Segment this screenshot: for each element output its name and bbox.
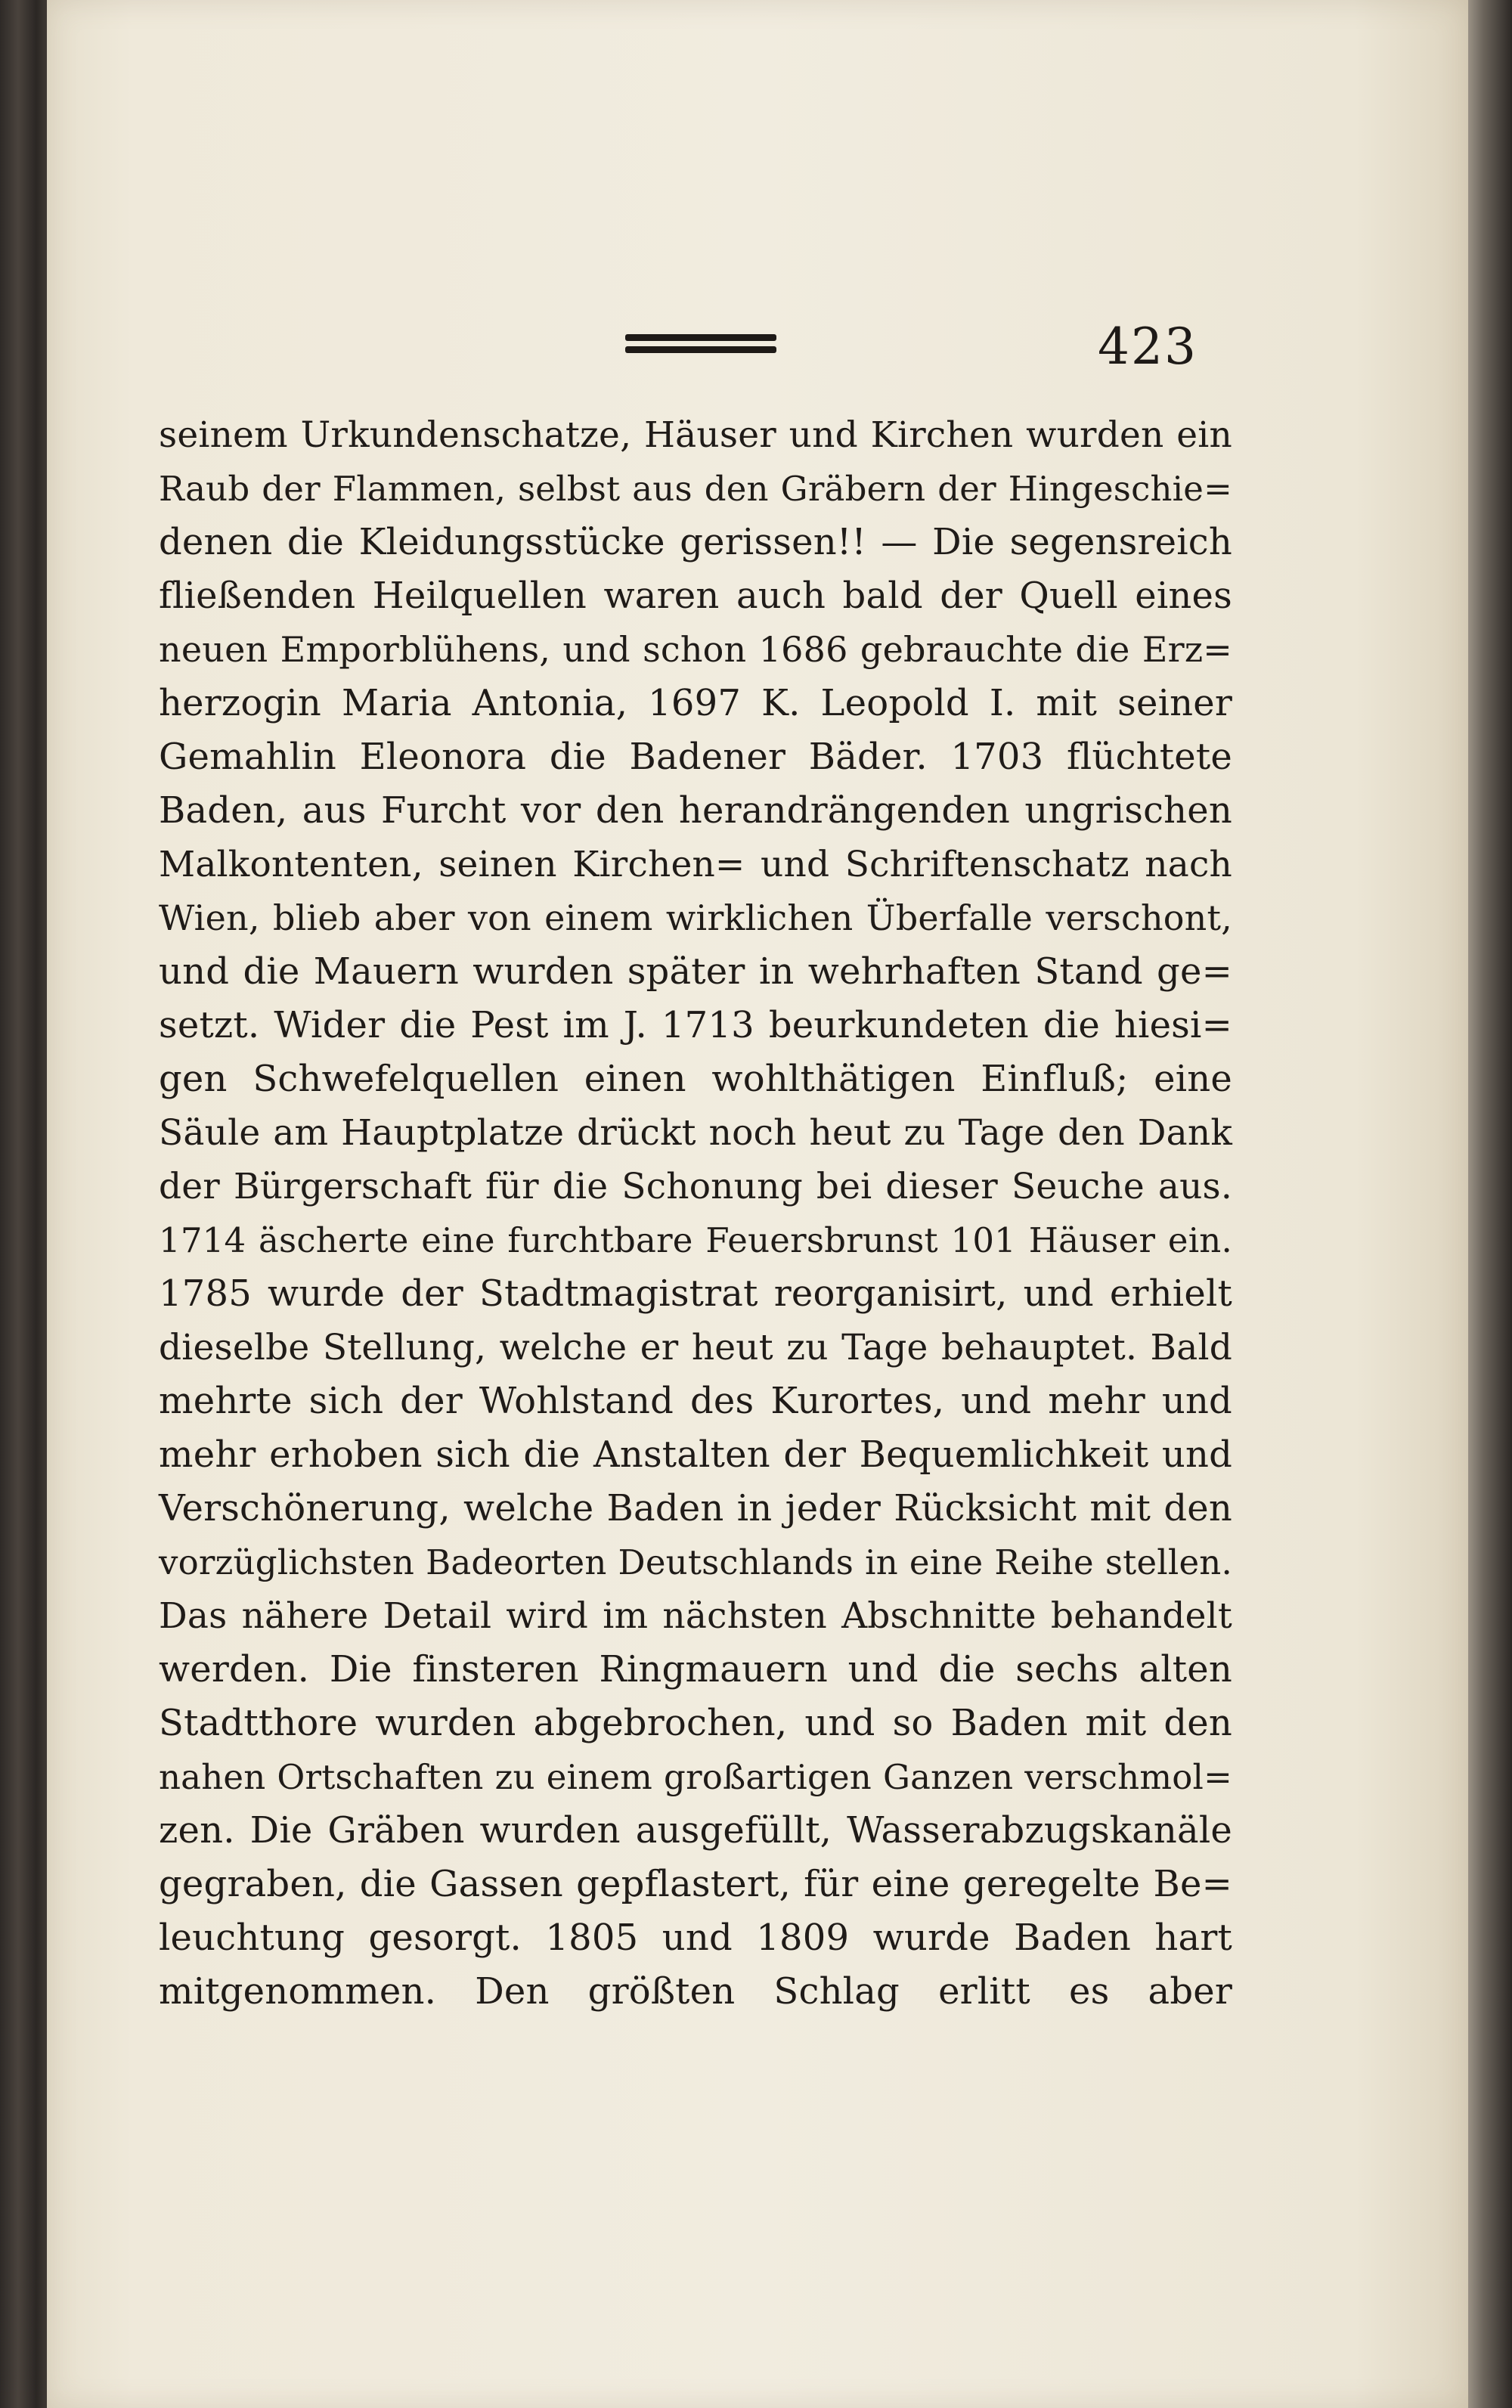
header-rule-top — [625, 334, 776, 341]
text-line: Malkontenten, seinen Kirchen= und Schriftenschatz nach — [159, 844, 1232, 885]
text-line: nahen Ortschaften zu einem großartigen Ganzen verschmol= — [159, 1757, 1232, 1797]
text-line: werden. Die finsteren Ringmauern und die sechs alten — [159, 1648, 1232, 1691]
text-line: Raub der Flammen, selbst aus den Gräbern der Hingeschie= — [159, 469, 1232, 509]
text-line: leuchtung gesorgt. 1805 und 1809 wurde Baden hart — [159, 1917, 1232, 1959]
text-line: setzt. Wider die Pest im J. 1713 beurkundeten die hiesi= — [159, 1004, 1232, 1046]
text-line: dieselbe Stellung, welche er heut zu Tage behauptet. Bald — [159, 1327, 1232, 1368]
text-line: vorzüglichsten Badeorten Deutschlands in eine Reihe stellen. — [159, 1542, 1232, 1582]
header-double-rule — [625, 334, 776, 354]
text-line: fließenden Heilquellen waren auch bald der Quell eines — [159, 575, 1232, 617]
binding-edge — [1468, 0, 1512, 2408]
text-line: Verschönerung, welche Baden in jeder Rücksicht mit den — [159, 1487, 1232, 1529]
text-line: gen Schwefelquellen einen wohlthätigen Einfluß; eine — [159, 1058, 1232, 1100]
book-page — [47, 0, 1468, 2408]
text-line: Wien, blieb aber von einem wirklichen Überfalle verschont, — [159, 897, 1232, 938]
body-text — [159, 408, 1232, 2019]
page-header — [47, 318, 1468, 378]
text-line: gegraben, die Gassen gepflastert, für eine geregelte Be= — [159, 1863, 1232, 1905]
text-line: Gemahlin Eleonora die Badener Bäder. 1703 flüchtete — [159, 736, 1232, 778]
text-line: neuen Emporblühens, und schon 1686 gebrauchte die Erz= — [159, 629, 1232, 670]
text-line: denen die Kleidungsstücke gerissen!! — Die segensreich — [159, 521, 1232, 563]
text-line: mehrte sich der Wohlstand des Kurortes, und mehr und — [159, 1380, 1232, 1422]
text-line: mehr erhoben sich die Anstalten der Bequemlichkeit und — [159, 1433, 1232, 1476]
text-line: Baden, aus Furcht vor den herandrängenden ungrischen — [159, 789, 1232, 832]
text-line: Säule am Hauptplatze drückt noch heut zu Tage den Dank — [159, 1112, 1232, 1154]
text-line: und die Mauern wurden später in wehrhaften Stand ge= — [159, 950, 1232, 993]
header-rule-bottom — [625, 346, 776, 353]
text-line: der Bürgerschaft für die Schonung bei dieser Seuche aus. — [159, 1166, 1232, 1207]
text-line: Stadtthore wurden abgebrochen, und so Baden mit den — [159, 1702, 1232, 1744]
text-line: 1785 wurde der Stadtmagistrat reorganisirt, und erhielt — [159, 1272, 1232, 1315]
text-line: 1714 äscherte eine furchtbare Feuersbrunst 101 Häuser ein. — [159, 1220, 1232, 1260]
text-line: seinem Urkundenschatze, Häuser und Kirchen wurden ein — [159, 414, 1232, 456]
text-line: zen. Die Gräben wurden ausgefüllt, Wasserabzugskanäle — [159, 1809, 1232, 1852]
text-line: herzogin Maria Antonia, 1697 K. Leopold I. mit seiner — [159, 682, 1232, 724]
text-line: Das nähere Detail wird im nächsten Abschnitte behandelt — [159, 1595, 1232, 1637]
text-line: mitgenommen. Den größten Schlag erlitt es aber — [159, 1970, 1232, 2013]
page-number: 423 — [1098, 318, 1198, 376]
